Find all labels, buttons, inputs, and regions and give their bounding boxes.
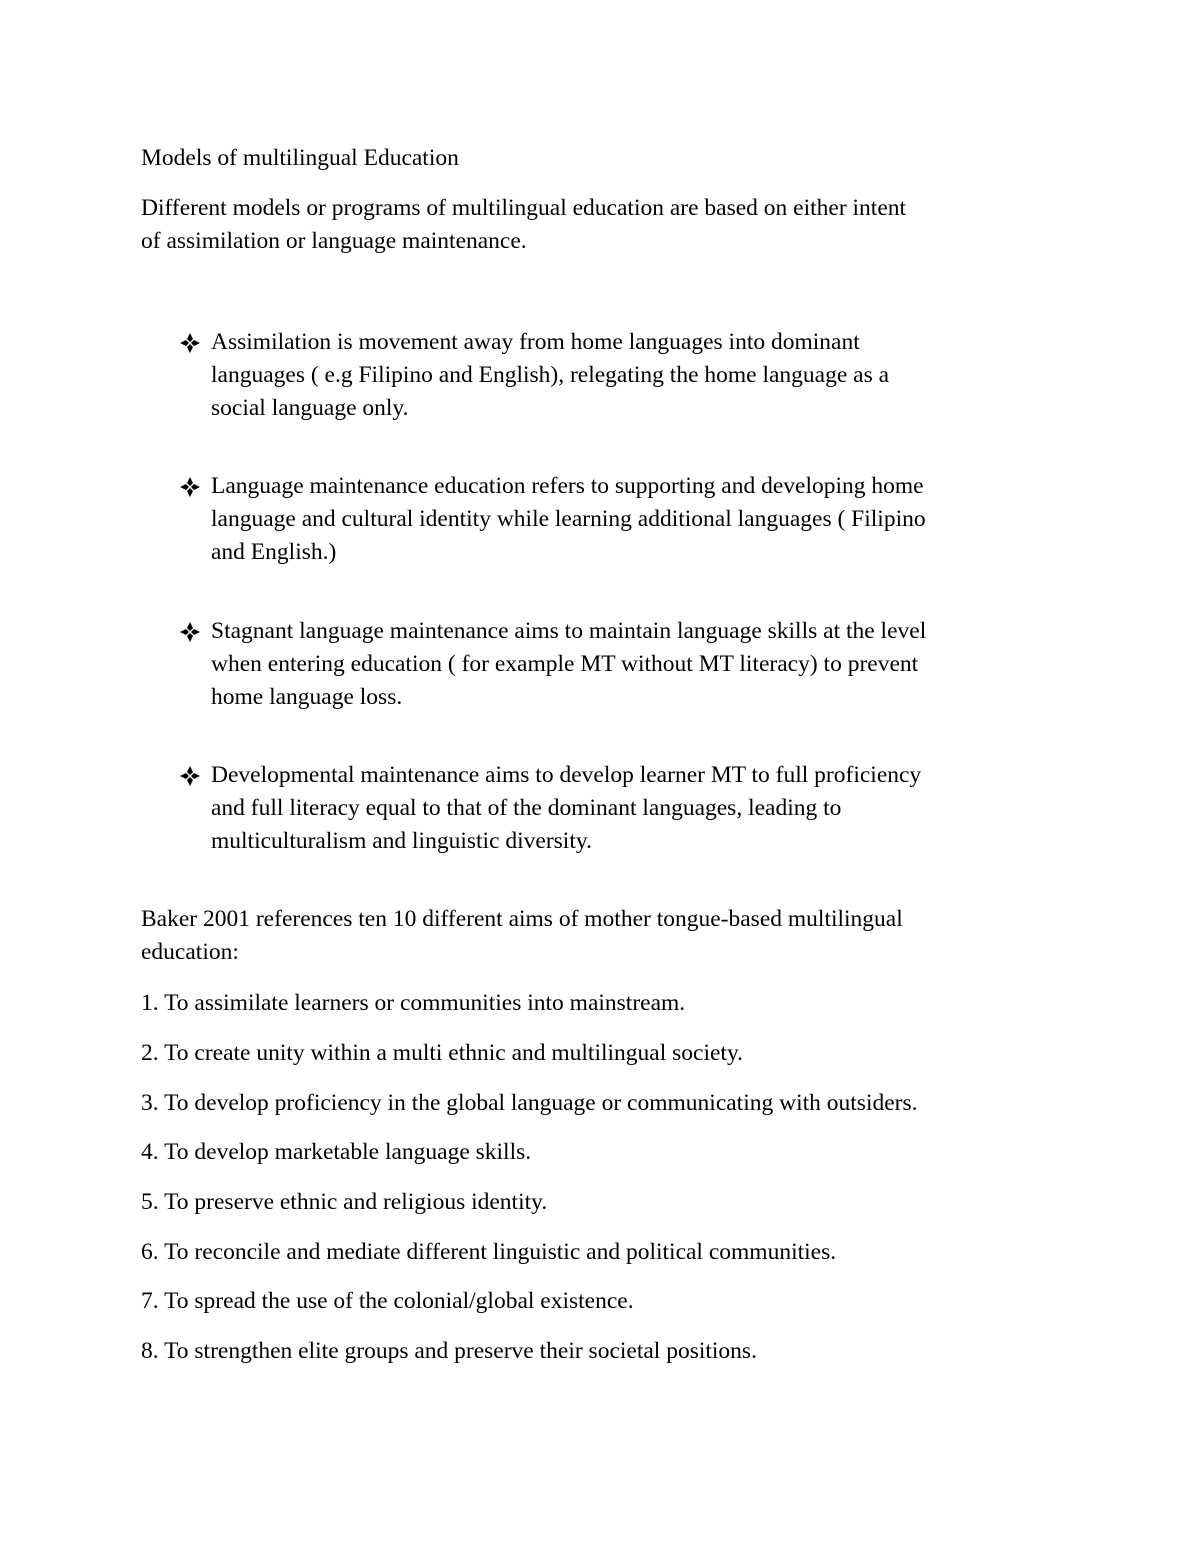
aim-text: 8. To strengthen elite groups and preserve their societal positions. xyxy=(141,1338,757,1364)
aim-item xyxy=(141,987,1071,1020)
bullet-line: language and cultural identity while learning additional languages ( Filipino xyxy=(211,506,926,532)
intro-line: Different models or programs of multilingual education are based on either intent xyxy=(141,195,907,221)
aim-item xyxy=(141,1186,1071,1219)
aim-item xyxy=(141,1335,1071,1368)
document-title xyxy=(141,142,1071,175)
diamond-bullet-icon xyxy=(178,475,202,499)
aim-text: 4. To develop marketable language skills. xyxy=(141,1139,532,1165)
bullet-line: multiculturalism and linguistic diversity. xyxy=(211,828,592,854)
bullet-line: social language only. xyxy=(211,395,409,421)
bullet-item xyxy=(211,759,1091,858)
aim-text: 6. To reconcile and mediate different linguistic and political communities. xyxy=(141,1239,837,1265)
bullet-item xyxy=(211,326,1091,425)
baker-intro-line: education: xyxy=(141,939,239,965)
diamond-bullet-icon xyxy=(178,620,202,644)
bullet-item xyxy=(211,615,1091,714)
title-text: Models of multilingual Education xyxy=(141,145,459,171)
intro-paragraph xyxy=(141,192,1071,258)
bullet-line: home language loss. xyxy=(211,684,403,710)
aim-text: 5. To preserve ethnic and religious identity. xyxy=(141,1189,548,1215)
baker-intro-paragraph xyxy=(141,903,1071,969)
intro-line: of assimilation or language maintenance. xyxy=(141,228,527,254)
aim-item xyxy=(141,1037,1071,1070)
diamond-bullet-icon xyxy=(178,764,202,788)
aim-text: 2. To create unity within a multi ethnic and multilingual society. xyxy=(141,1040,744,1066)
aim-text: 7. To spread the use of the colonial/global existence. xyxy=(141,1288,634,1314)
aim-item xyxy=(141,1285,1071,1318)
baker-intro-line: Baker 2001 references ten 10 different aims of mother tongue-based multilingual xyxy=(141,906,903,932)
bullet-line: Language maintenance education refers to supporting and developing home xyxy=(211,473,924,499)
bullet-line: and English.) xyxy=(211,539,337,565)
bullet-line: when entering education ( for example MT without MT literacy) to prevent xyxy=(211,651,919,677)
bullet-line: Developmental maintenance aims to develop learner MT to full proficiency xyxy=(211,762,922,788)
aim-item xyxy=(141,1236,1071,1269)
aim-text: 3. To develop proficiency in the global language or communicating with outsiders. xyxy=(141,1090,918,1116)
aim-item xyxy=(141,1087,1071,1120)
aim-text: 1. To assimilate learners or communities into mainstream. xyxy=(141,990,686,1016)
aim-item xyxy=(141,1136,1071,1169)
bullet-line: Assimilation is movement away from home languages into dominant xyxy=(211,329,860,355)
bullet-line: languages ( e.g Filipino and English), relegating the home language as a xyxy=(211,362,890,388)
diamond-bullet-icon xyxy=(178,331,202,355)
bullet-line: and full literacy equal to that of the dominant languages, leading to xyxy=(211,795,842,821)
bullet-item xyxy=(211,470,1091,569)
bullet-line: Stagnant language maintenance aims to maintain language skills at the level xyxy=(211,618,927,644)
